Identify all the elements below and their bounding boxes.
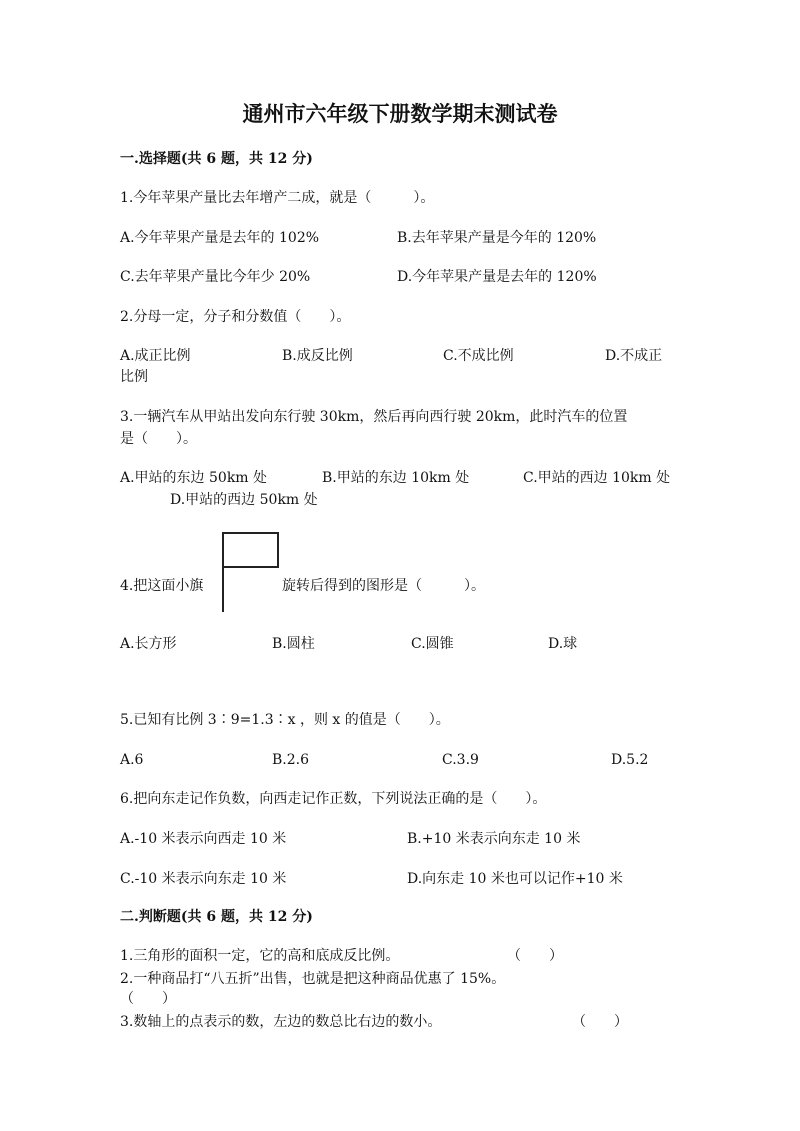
question-4-stem-after: 旋转后得到的图形是（ ）。 xyxy=(282,578,485,594)
question-3-stem-line-2: 是（ ）。 xyxy=(120,431,197,447)
question-1-stem: 1.今年苹果产量比去年增产二成，就是（ ）。 xyxy=(120,190,435,206)
question-3-option-a: A.甲站的东边 50km 处 xyxy=(120,470,268,486)
question-3-option-d: D.甲站的西边 50km 处 xyxy=(170,492,318,508)
question-6-stem: 6.把向东走记作负数，向西走记作正数，下列说法正确的是（ ）。 xyxy=(120,791,547,807)
question-3-option-b: B.甲站的东边 10km 处 xyxy=(322,470,470,486)
question-2-stem: 2.分母一定，分子和分数值（ ）。 xyxy=(120,309,351,325)
question-4-option-d: D.球 xyxy=(548,636,578,652)
question-4-stem-before: 4.把这面小旗 xyxy=(120,578,204,594)
question-5-option-b: B.2.6 xyxy=(272,752,310,768)
question-2-option-d: D.不成正 xyxy=(605,348,663,364)
question-5-option-a: A.6 xyxy=(120,752,144,768)
judgment-1-text: 1.三角形的面积一定，它的高和底成反比例。 xyxy=(120,948,400,964)
question-1-option-d: D.今年苹果产量是去年的 120% xyxy=(397,269,597,285)
judgment-3-blank: （ ） xyxy=(572,1014,628,1030)
question-5-option-d: D.5.2 xyxy=(611,752,649,768)
section-heading-choice: 一.选择题(共 6 题，共 12 分) xyxy=(120,151,313,167)
page-title: 通州市六年级下册数学期末测试卷 xyxy=(242,101,558,126)
judgment-2-text: 2.一种商品打“八五折”出售，也就是把这种商品优惠了 15%。 xyxy=(120,971,506,987)
question-4-option-a: A.长方形 xyxy=(120,636,177,652)
question-2-option-c: C.不成比例 xyxy=(443,348,514,364)
question-1-option-a: A.今年苹果产量是去年的 102% xyxy=(120,230,320,246)
question-6-option-b: B.+10 米表示向东走 10 米 xyxy=(407,831,581,847)
section-heading-judgment: 二.判断题(共 6 题，共 12 分) xyxy=(120,909,313,925)
question-2-option-d-wrap: 比例 xyxy=(120,369,148,385)
question-1-option-b: B.去年苹果产量是今年的 120% xyxy=(397,230,597,246)
judgment-3-text: 3.数轴上的点表示的数，左边的数总比右边的数小。 xyxy=(120,1014,442,1030)
flag-cloth xyxy=(223,533,278,567)
question-6-option-a: A.-10 米表示向西走 10 米 xyxy=(120,831,287,847)
question-5-stem: 5.已知有比例 3∶9=1.3∶x ，则 x 的值是（ ）。 xyxy=(120,712,450,728)
flag-figure xyxy=(220,532,280,612)
question-3-stem-line-1: 3.一辆汽车从甲站出发向东行驶 30km，然后再向西行驶 20km，此时汽车的位置 xyxy=(120,409,628,425)
question-6-option-d: D.向东走 10 米也可以记作+10 米 xyxy=(407,871,623,887)
question-5-option-c: C.3.9 xyxy=(442,752,479,768)
question-3-option-c: C.甲站的西边 10km 处 xyxy=(523,470,671,486)
question-1-option-c: C.去年苹果产量比今年少 20% xyxy=(120,269,311,285)
question-6-option-c: C.-10 米表示向东走 10 米 xyxy=(120,871,287,887)
question-2-option-a: A.成正比例 xyxy=(120,348,191,364)
question-4-option-b: B.圆柱 xyxy=(272,636,315,652)
question-2-option-b: B.成反比例 xyxy=(282,348,353,364)
judgment-1-blank: （ ） xyxy=(507,948,563,964)
question-4-option-c: C.圆锥 xyxy=(411,636,454,652)
judgment-2-blank: （ ） xyxy=(120,991,176,1007)
